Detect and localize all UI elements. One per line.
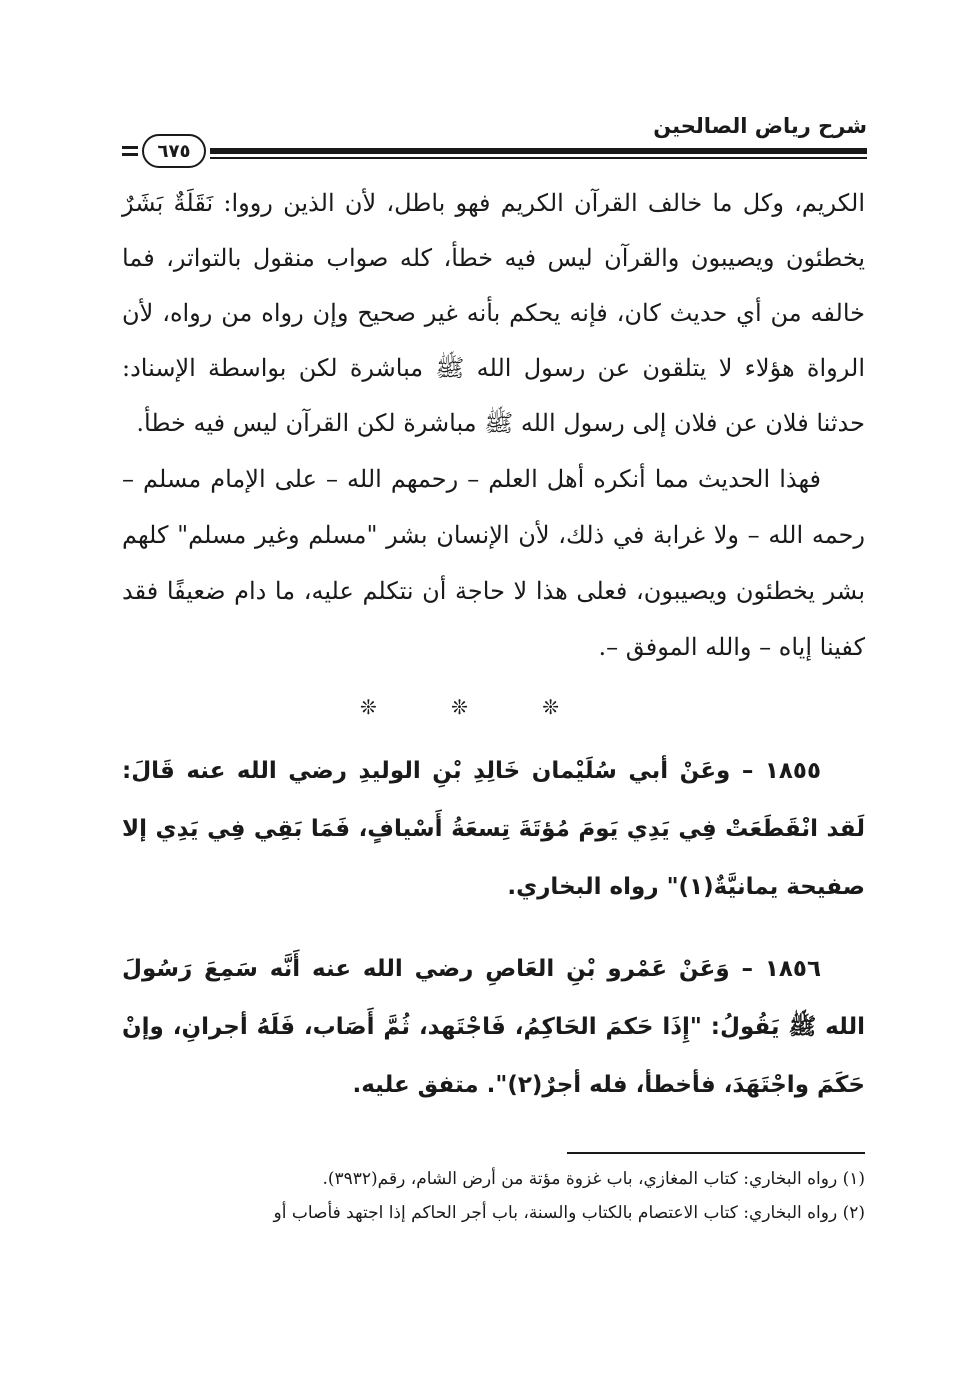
badge-dash-bottom [122,153,138,156]
commentary-paragraph-1: الكريم، وكل ما خالف القرآن الكريم فهو باطل، لأن الذين رووا: نَقَلَةٌ بَشَرٌ يخطئون ويصيبون والقرآن ليس فيه خطأ، كله صواب منقول بالتواتر، فما خالفه من أي حديث كان، فإنه يحكم بأنه غير صحيح وإن رواه من رواه، لأن الرواة هؤلاء لا يتلقون عن رسول الله ﷺ مباشرة لكن بواسطة الإسناد: حدثنا فلان عن فلان إلى رسول الله ﷺ مباشرة لكن القرآن ليس فيه خطأ. [122,189,865,437]
footnote-1: (١) رواه البخاري: كتاب المغازي، باب غزوة مؤتة من أرض الشام، رقم(٣٩٣٢). [322,1169,865,1189]
hadith-1856: ١٨٥٦ – وَعَنْ عَمْرو بْنِ العَاصِ رضي الله عنه أَنَّه سَمِعَ رَسُولَ الله ﷺ يَقُولُ: "إِذَا حَكمَ الحَاكِمُ، فَاجْتَهد، ثُمَّ أَصَاب، فَلَهُ أجرانِ، وإنْ حَكَمَ واجْتَهَدَ، فأخطأ، فله أجرٌ(٢)". متفق عليه. [122,956,865,1098]
footnotes [122,1162,865,1230]
page-header [118,108,867,172]
commentary-paragraph-2: فهذا الحديث مما أنكره أهل العلم – رحمهم الله – على الإمام مسلم – رحمه الله – ولا غرابة في ذلك، لأن الإنسان بشر "مسلم وغير مسلم" كلهم بشر يخطئون ويصيبون، فعلى هذا لا حاجة أن نتكلم عليه، ما دام ضعيفًا فقد كفينا إياه – والله الموفق –. [122,465,866,661]
header-rule-thin [210,157,867,159]
section-separator: ❊ ❊ ❊ [360,695,593,719]
book-title: شرح رياض الصالحين [653,114,867,138]
footnote-rule [567,1152,865,1154]
page-number: ٦٧٥ [157,140,191,162]
badge-dash-top [122,146,138,149]
hadith-1855: ١٨٥٥ – وعَنْ أبي سُلَيْمان خَالِدِ بْنِ الوليدِ رضي الله عنه قَالَ: لَقد انْقَطَعَتْ فِي يَدِي يَومَ مُؤتَةَ تِسعَةُ أَسْيافٍ، فَمَا بَقِي فِي يَدِي إلا صفيحة يمانيَّةٌ(١)" رواه البخاري. [122,758,865,900]
page-number-badge [142,134,206,168]
footnote-2: (٢) رواه البخاري: كتاب الاعتصام بالكتاب والسنة، باب أجر الحاكم إذا اجتهد فأصاب أو [273,1203,865,1223]
header-rule-thick [210,148,867,154]
